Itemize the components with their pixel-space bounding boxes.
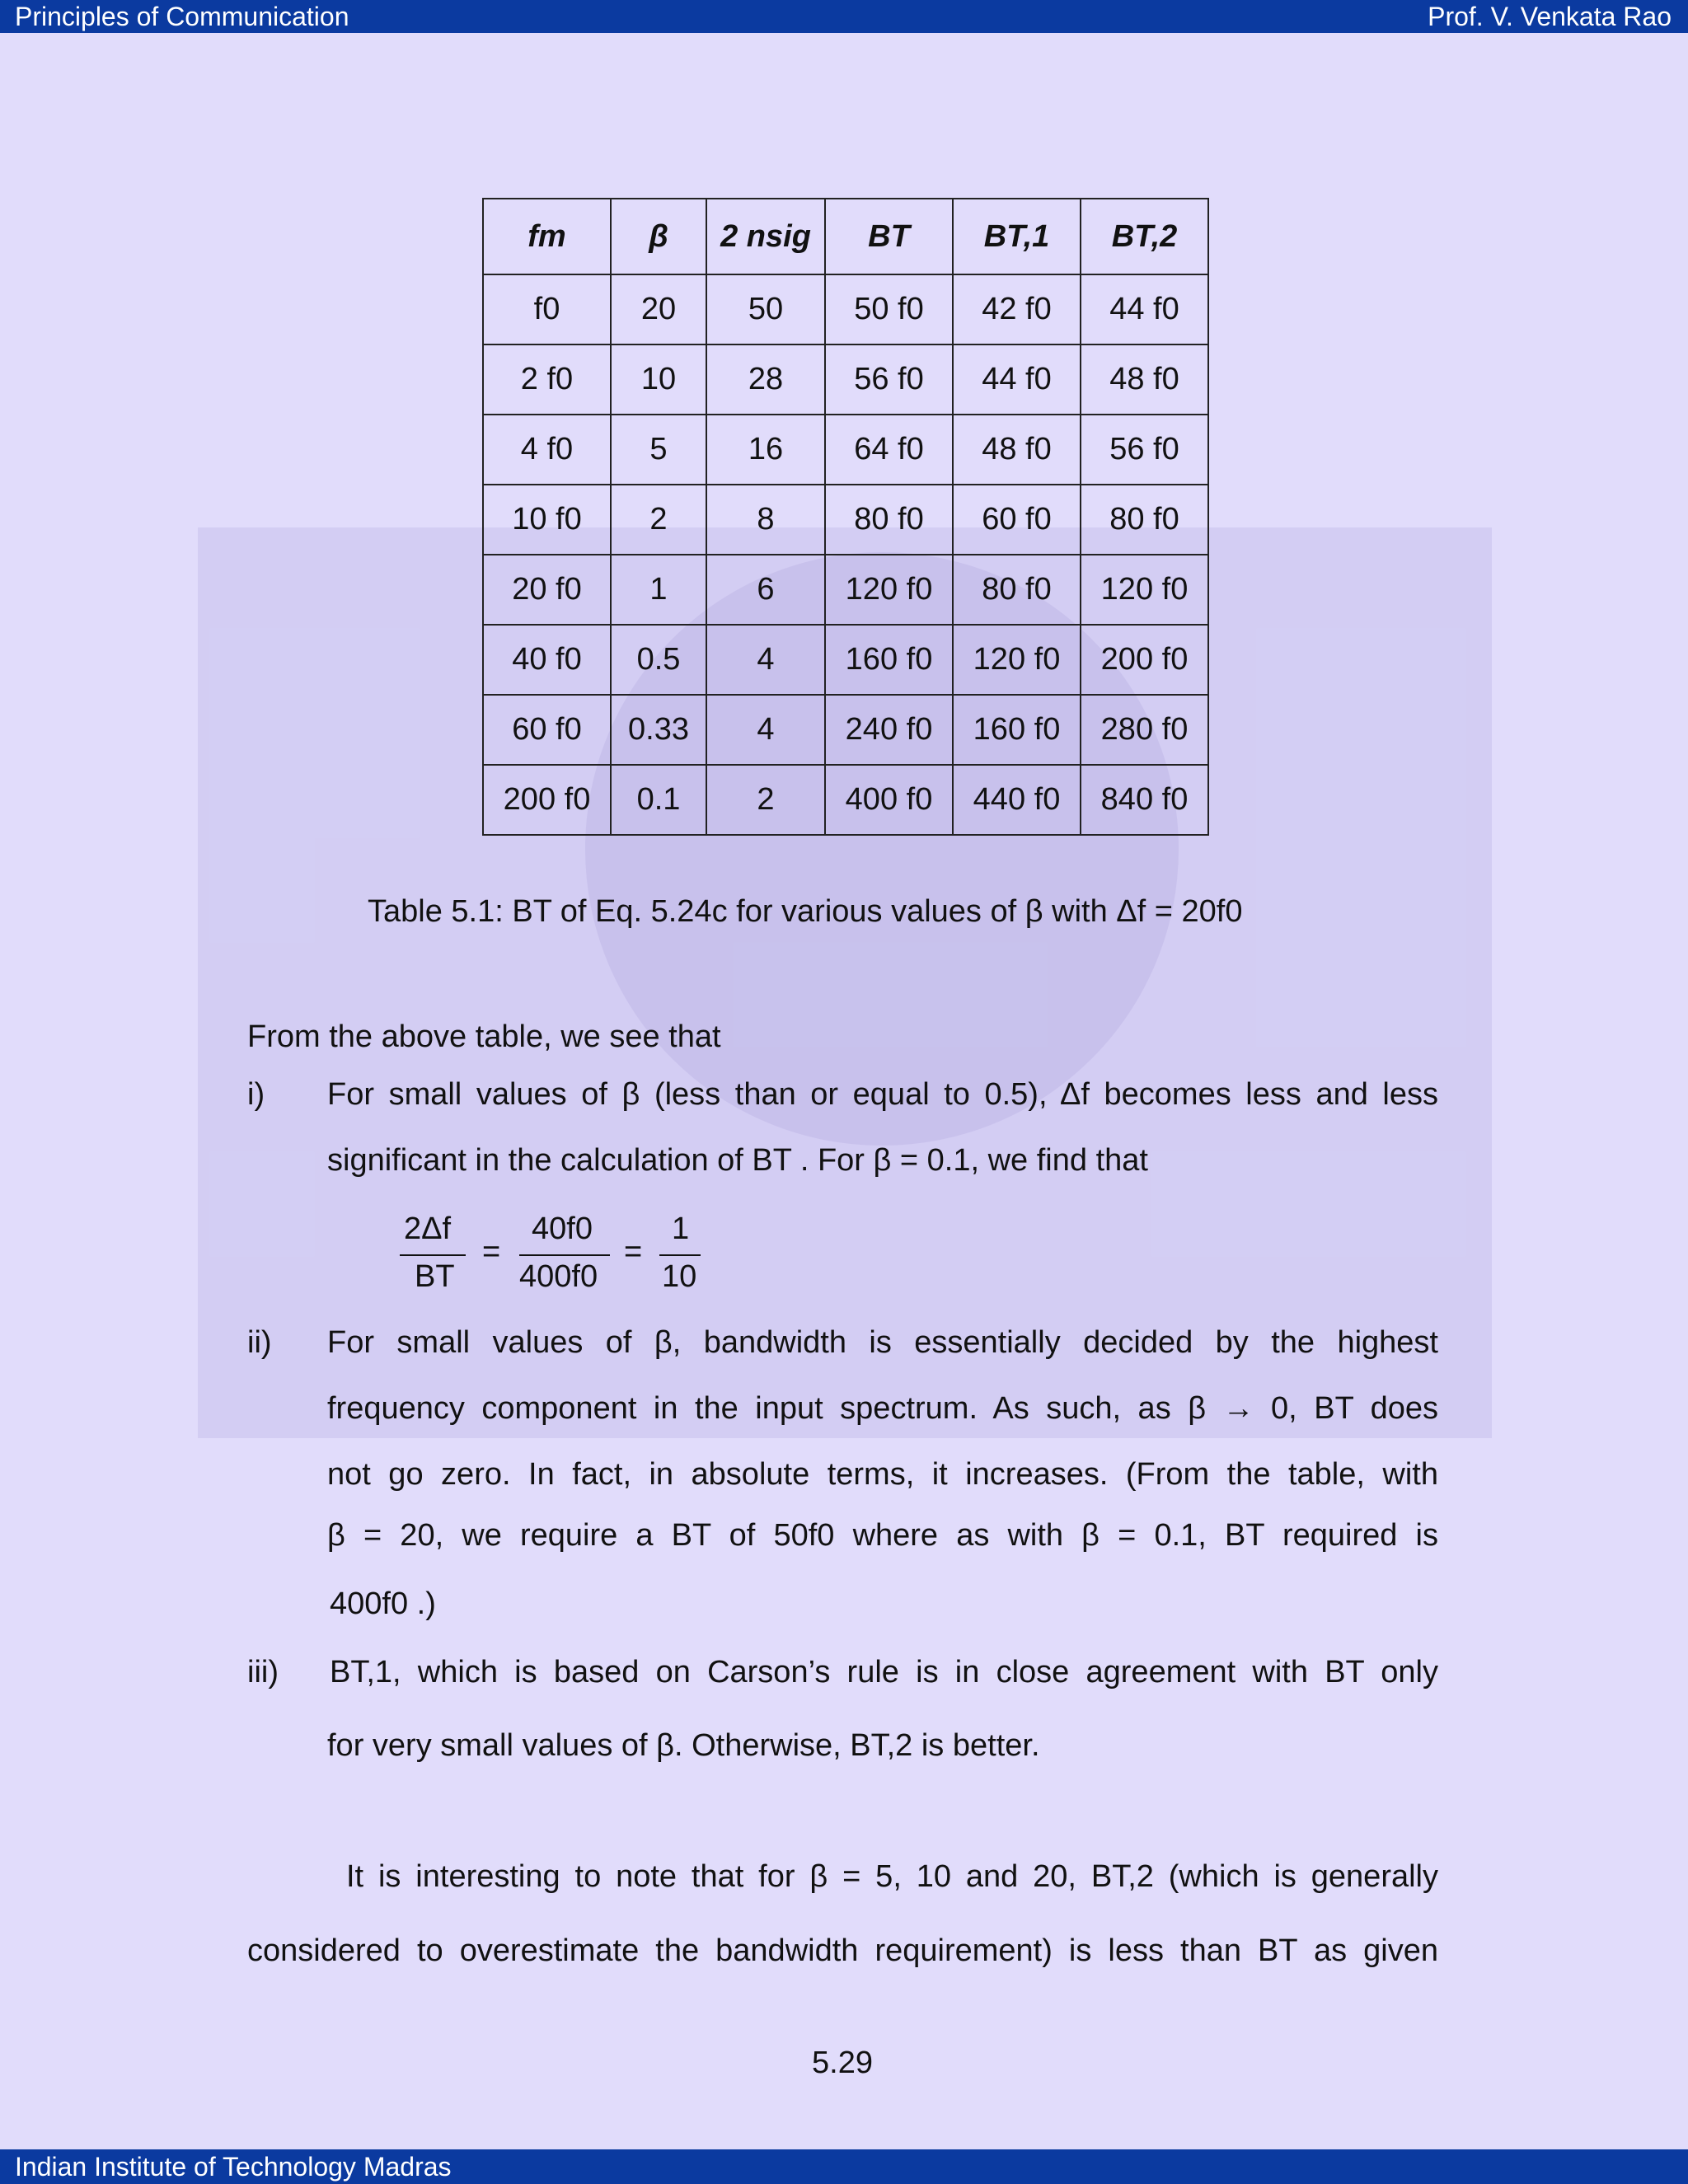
intro-text: From the above table, we see that bbox=[247, 1019, 721, 1054]
equation bbox=[400, 1212, 705, 1302]
closing-text: considered to overestimate the bandwidth requirement) is less than BT as given bbox=[247, 1933, 1438, 1968]
table-cell: 80 f0 bbox=[953, 555, 1081, 625]
table-caption: Table 5.1: BT of Eq. 5.24c for various values of β with Δf = 20f0 bbox=[368, 894, 1243, 929]
eq-den: 10 bbox=[662, 1259, 697, 1294]
table-cell: 80 f0 bbox=[825, 485, 953, 555]
table-row bbox=[483, 555, 1208, 625]
item-text: significant in the calculation of BT . For β = 0.1, we find that bbox=[327, 1143, 1148, 1178]
bandwidth-table bbox=[482, 198, 1209, 836]
table-row bbox=[483, 695, 1208, 765]
table-cell: 440 f0 bbox=[953, 765, 1081, 835]
table-cell: 2 f0 bbox=[483, 344, 611, 415]
table-header: BT,2 bbox=[1081, 199, 1208, 274]
header-bar bbox=[0, 0, 1688, 33]
table-cell: 0.5 bbox=[611, 625, 706, 695]
eq-den: 400f0 bbox=[519, 1259, 598, 1294]
table-cell: 4 bbox=[706, 625, 825, 695]
table-cell: 50 f0 bbox=[825, 274, 953, 344]
table-cell: 40 f0 bbox=[483, 625, 611, 695]
item-label: iii) bbox=[247, 1655, 279, 1690]
eq-num: 1 bbox=[672, 1212, 690, 1246]
item-text: For small values of β (less than or equal to 0.5), Δf becomes less and less bbox=[327, 1077, 1438, 1112]
item-text: β = 20, we require a BT of 50f0 where as with β = 0.1, BT required is bbox=[327, 1518, 1438, 1553]
item-text: For small values of β, bandwidth is essentially decided by the highest bbox=[327, 1325, 1438, 1360]
table-header: β bbox=[611, 199, 706, 274]
table-cell: 48 f0 bbox=[953, 415, 1081, 485]
table-cell: 5 bbox=[611, 415, 706, 485]
table-cell: f0 bbox=[483, 274, 611, 344]
table-row bbox=[483, 274, 1208, 344]
table-cell: 60 f0 bbox=[483, 695, 611, 765]
table-cell: 280 f0 bbox=[1081, 695, 1208, 765]
table-cell: 64 f0 bbox=[825, 415, 953, 485]
page-number: 5.29 bbox=[812, 2046, 873, 2080]
table-cell: 44 f0 bbox=[1081, 274, 1208, 344]
table-cell: 120 f0 bbox=[1081, 555, 1208, 625]
table-cell: 200 f0 bbox=[1081, 625, 1208, 695]
table-row bbox=[483, 625, 1208, 695]
eq-num: 2Δf bbox=[404, 1212, 452, 1246]
table-cell: 20 bbox=[611, 274, 706, 344]
table-row bbox=[483, 344, 1208, 415]
table-row bbox=[483, 485, 1208, 555]
item-text: not go zero. In fact, in absolute terms, it increases. (From the table, with bbox=[327, 1457, 1438, 1492]
table-row bbox=[483, 415, 1208, 485]
frac-line bbox=[659, 1254, 701, 1256]
table-cell: 10 bbox=[611, 344, 706, 415]
frac-line bbox=[400, 1254, 466, 1256]
table-cell: 160 f0 bbox=[953, 695, 1081, 765]
course-title: Principles of Communication bbox=[15, 2, 349, 31]
table-cell: 44 f0 bbox=[953, 344, 1081, 415]
item-text: 400f0 .) bbox=[330, 1586, 436, 1621]
table-cell: 0.1 bbox=[611, 765, 706, 835]
table-cell: 50 bbox=[706, 274, 825, 344]
item-text: frequency component in the input spectrum. As such, as β → 0, BT does bbox=[327, 1391, 1438, 1426]
author-name: Prof. V. Venkata Rao bbox=[1428, 2, 1672, 31]
table-cell: 80 f0 bbox=[1081, 485, 1208, 555]
table-header: 2 nsig bbox=[706, 199, 825, 274]
eq-num: 40f0 bbox=[532, 1212, 593, 1246]
table-cell: 28 bbox=[706, 344, 825, 415]
item-text: BT,1, which is based on Carson’s rule is in close agreement with BT only bbox=[330, 1655, 1438, 1690]
table-cell: 2 bbox=[611, 485, 706, 555]
table-cell: 10 f0 bbox=[483, 485, 611, 555]
eq-den: BT bbox=[415, 1259, 455, 1294]
table-cell: 200 f0 bbox=[483, 765, 611, 835]
table-cell: 48 f0 bbox=[1081, 344, 1208, 415]
table-header: BT bbox=[825, 199, 953, 274]
table-cell: 20 f0 bbox=[483, 555, 611, 625]
table-cell: 400 f0 bbox=[825, 765, 953, 835]
table-cell: 0.33 bbox=[611, 695, 706, 765]
table-header: fm bbox=[483, 199, 611, 274]
table-cell: 1 bbox=[611, 555, 706, 625]
table-cell: 6 bbox=[706, 555, 825, 625]
table-cell: 120 f0 bbox=[953, 625, 1081, 695]
table-cell: 8 bbox=[706, 485, 825, 555]
table-cell: 2 bbox=[706, 765, 825, 835]
table-cell: 42 f0 bbox=[953, 274, 1081, 344]
table-cell: 16 bbox=[706, 415, 825, 485]
table-cell: 4 f0 bbox=[483, 415, 611, 485]
eq-sign: = bbox=[482, 1235, 501, 1269]
item-text: for very small values of β. Otherwise, BT,2 is better. bbox=[327, 1728, 1040, 1763]
frac-line bbox=[519, 1254, 610, 1256]
table-header: BT,1 bbox=[953, 199, 1081, 274]
institute-name: Indian Institute of Technology Madras bbox=[15, 2152, 452, 2182]
table-cell: 160 f0 bbox=[825, 625, 953, 695]
table-cell: 60 f0 bbox=[953, 485, 1081, 555]
table-cell: 840 f0 bbox=[1081, 765, 1208, 835]
footer-bar bbox=[0, 2149, 1688, 2184]
item-label: ii) bbox=[247, 1325, 272, 1360]
table-cell: 240 f0 bbox=[825, 695, 953, 765]
table-cell: 56 f0 bbox=[1081, 415, 1208, 485]
table-cell: 56 f0 bbox=[825, 344, 953, 415]
table-row bbox=[483, 765, 1208, 835]
table-header-row bbox=[483, 199, 1208, 274]
table-cell: 4 bbox=[706, 695, 825, 765]
table-cell: 120 f0 bbox=[825, 555, 953, 625]
eq-sign: = bbox=[624, 1235, 643, 1269]
item-label: i) bbox=[247, 1077, 265, 1112]
closing-text: It is interesting to note that for β = 5, 10 and 20, BT,2 (which is generally bbox=[346, 1859, 1438, 1894]
